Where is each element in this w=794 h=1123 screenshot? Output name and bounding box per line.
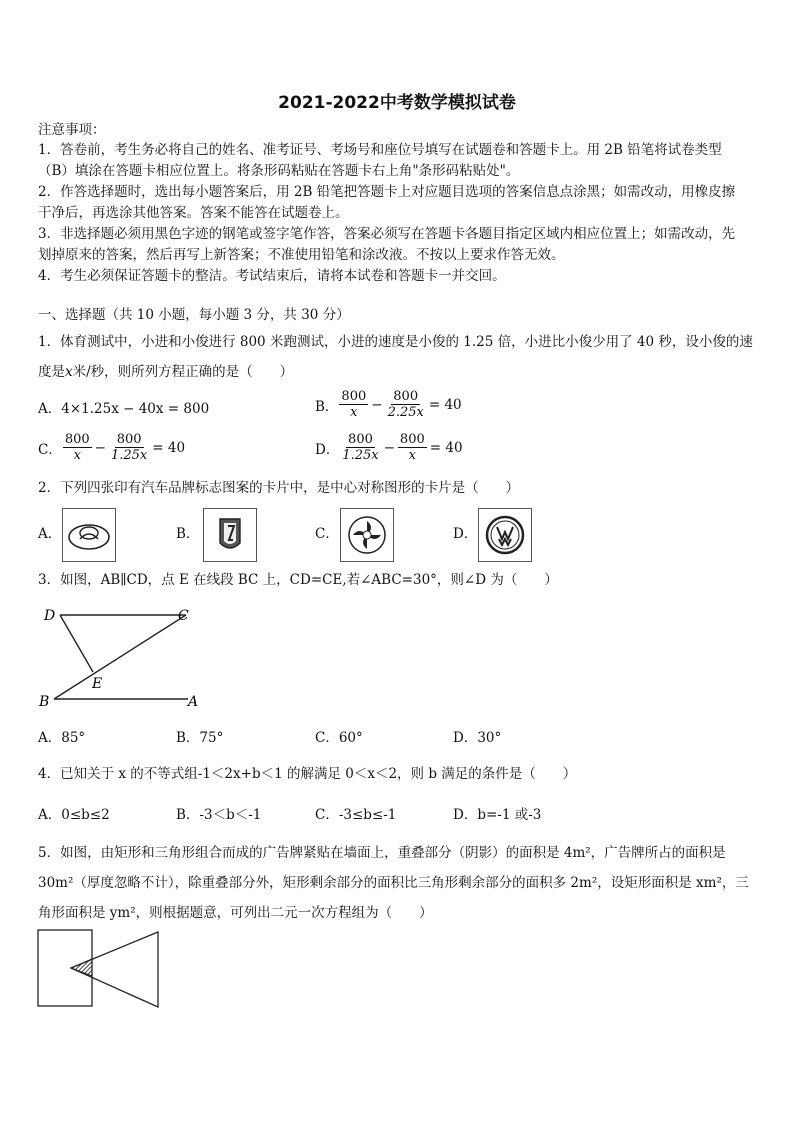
q3-option-a[interactable]: A．85° bbox=[38, 730, 86, 746]
notice-line: 干净后，再选涂其他答案。答案不能答在试题卷上。 bbox=[38, 205, 349, 221]
point-a-label: A bbox=[188, 694, 199, 710]
q1-option-c[interactable]: C． $\frac{800}{x}$ − $\frac{800}{1.25x}$ = 40 bbox=[38, 432, 186, 463]
q1-option-b[interactable]: B． $\frac{800}{x}$ − $\frac{800}{2.25x}$ = 40 bbox=[315, 389, 462, 420]
notice-line: （B）填涂在答题卡相应位置上。将条形码粘贴在答题卡右上角"条形码粘贴处"。 bbox=[38, 163, 520, 179]
overlap-shaded-region bbox=[71, 959, 92, 976]
q3-text: 3．如图，AB∥CD，点 E 在线段 BC 上，CD=CE,若∠ABC=30°，则∠D 为（ ） bbox=[38, 572, 558, 588]
q4-option-d[interactable]: D．b=-1 或-3 bbox=[453, 807, 542, 823]
point-b-label: B bbox=[39, 694, 50, 710]
notice-heading: 注意事项： bbox=[38, 122, 106, 138]
notice-line: 划掉原来的答案，然后再写上新答案；不准使用铅笔和涂改液。不按以上要求作答无效。 bbox=[38, 247, 565, 263]
q1-option-d[interactable]: D． $\frac{800}{1.25x}$ − $\frac{800}{x}$ = 40 bbox=[315, 432, 463, 463]
q3-option-d[interactable]: D．30° bbox=[453, 730, 502, 746]
q3-option-c[interactable]: C．60° bbox=[315, 730, 363, 746]
point-d-label: D bbox=[44, 608, 56, 624]
section-heading: 一、选择题（共 10 小题，每小题 3 分，共 30 分） bbox=[38, 307, 350, 323]
q4-text: 4．已知关于 x 的不等式组-1＜2x+b＜1 的解满足 0＜x＜2，则 b 满足的条件是（ ） bbox=[38, 766, 577, 782]
q4-option-c[interactable]: C．-3≤b≤-1 bbox=[315, 807, 397, 823]
swirl-logo-icon[interactable] bbox=[340, 508, 394, 562]
q1-text: 1．体育测试中，小进和小俊进行 800 米跑测试，小进的速度是小俊的 1.25 倍，小进比小俊少用了 40 秒，设小俊的速 bbox=[38, 334, 753, 350]
q5-figure bbox=[36, 928, 166, 1010]
q1-text-line2: 度是x米/秒，则所列方程正确的是（ ） bbox=[38, 364, 294, 380]
q2-label-a[interactable]: A． bbox=[38, 526, 62, 542]
vw-logo-icon[interactable] bbox=[478, 508, 532, 562]
q1-option-a[interactable]: A．4×1.25x − 40x = 800 bbox=[38, 401, 210, 417]
q3-figure bbox=[36, 600, 216, 712]
q2-text: 2．下列四张印有汽车品牌标志图案的卡片中，是中心对称图形的卡片是（ ） bbox=[38, 480, 520, 496]
shield-logo-icon[interactable] bbox=[203, 508, 257, 562]
q5-text-line2: 30m²（厚度忽略不计），除重叠部分外，矩形剩余部分的面积比三角形剩余部分的面积多 2m²，设矩形面积是 xm²，三 bbox=[38, 875, 749, 891]
q3-option-b[interactable]: B．75° bbox=[176, 730, 224, 746]
q2-label-b[interactable]: B． bbox=[176, 526, 200, 542]
toyota-logo-icon[interactable] bbox=[62, 508, 116, 562]
point-c-label: C bbox=[178, 608, 189, 624]
q5-text-line3: 角形面积是 ym²，则根据题意，可列出二元一次方程组为（ ） bbox=[38, 905, 433, 921]
q4-option-a[interactable]: A．0≤b≤2 bbox=[38, 807, 110, 823]
notice-line: 2．作答选择题时，选出每小题答案后，用 2B 铅笔把答题卡上对应题目选项的答案信息点涂黑；如需改动，用橡皮擦 bbox=[38, 184, 736, 200]
q5-text: 5．如图，由矩形和三角形组合而成的广告牌紧贴在墙面上，重叠部分（阴影）的面积是 4m²，广告牌所占的面积是 bbox=[38, 845, 726, 861]
point-e-label: E bbox=[92, 676, 103, 692]
q2-label-d[interactable]: D． bbox=[453, 526, 478, 542]
q4-option-b[interactable]: B．-3＜b＜-1 bbox=[176, 807, 262, 823]
q2-label-c[interactable]: C． bbox=[315, 526, 339, 542]
page-title: 2021-2022中考数学模拟试卷 bbox=[278, 93, 516, 113]
notice-line: 3．非选择题必须用黑色字迹的钢笔或签字笔作答，答案必须写在答题卡各题目指定区域内相应位置上；如需改动，先 bbox=[38, 226, 736, 242]
notice-line: 1．答卷前，考生务必将自己的姓名、准考证号、考场号和座位号填写在试题卷和答题卡上。用 2B 铅笔将试卷类型 bbox=[38, 142, 722, 158]
notice-line: 4．考生必须保证答题卡的整洁。考试结束后，请将本试卷和答题卡一并交回。 bbox=[38, 268, 506, 284]
